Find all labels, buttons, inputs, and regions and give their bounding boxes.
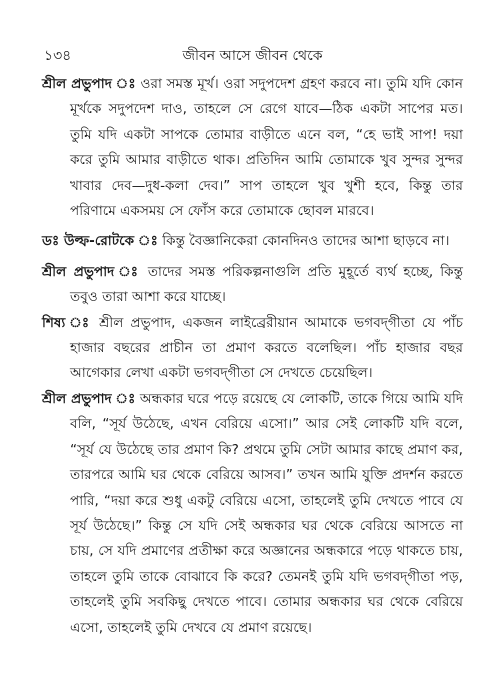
speaker-label: শ্রীল প্রভুপাদ ঃ: [42, 263, 141, 280]
running-title: জীবন আসে জীবন থেকে: [182, 48, 323, 64]
speaker-label: ডঃ উল্ফ-রোটকে ঃ: [42, 233, 158, 250]
dialogue-paragraph: [42, 311, 463, 387]
dialogue-paragraph: [42, 260, 463, 311]
dialogue-text: অন্ধকার ঘরে পড়ে রয়েছে যে লোকটি, তাকে গিয়ে আমি যদি বলি, “সূর্য উঠেছে, এখন বেরিয়ে এসো।” আর সেই লোকটি যদি বলে, “সূর্য যে উঠেছে তার প্রমাণ কি? প্রথমে তুমি সেটা আমার কাছে প্রমাণ কর, তারপরে আমি ঘর থেকে বেরিয়ে আসব।” তখন আমি যুক্তি প্রদর্শন করতে পারি, “দয়া করে শুধু একটু বেরিয়ে এসো, তাহলেই তুমি দেখতে পাবে যে সূর্য উঠেছে।” কিন্তু সে যদি সেই অন্ধকার ঘর থেকে বেরিয়ে আসতে না চায়, সে যদি প্রমাণের প্রতীক্ষা করে অজ্ঞানের অন্ধকারে পড়ে থাকতে চায়, তাহলে তুমি তাকে বোঝাবে কি করে? তেমনই তুমি যদি ভগবদ্‌গীতা পড়, তাহলেই তুমি সবকিছু দেখতে পাবে। তোমার অন্ধকার ঘর থেকে বেরিয়ে এসো, তাহলেই তুমি দেখবে যে প্রমাণ রয়েছে।: [70, 390, 463, 636]
dialogue-paragraph: [42, 72, 463, 224]
speaker-label: শিষ্য ঃ: [42, 314, 92, 331]
page-number: ১৩৪: [44, 48, 72, 64]
dialogue-text: ওরা সমস্ত মূর্খ। ওরা সদুপদেশ গ্রহণ করবে না। তুমি যদি কোন মূর্খকে সদুপদেশ দাও, তাহলে সে রেগে যাবে—ঠিক একটা সাপের মত। তুমি যদি একটা সাপকে তোমার বাড়ীতে এনে বল, “হে ভাই সাপ! দয়া করে তুমি আমার বাড়ীতে থাক। প্রতিদিন আমি তোমাকে খুব সুন্দর সুন্দর খাবার দেব—দুধ-কলা দেব।” সাপ তাহলে খুব খুশী হবে, কিন্তু তার পরিণামে একসময় সে ফোঁস করে তোমাকে ছোবল মারবে।: [70, 76, 463, 220]
speaker-label: শ্রীল প্রভুপাদ ঃ: [42, 76, 136, 92]
page-body: [42, 72, 463, 641]
dialogue-paragraph: [42, 229, 463, 254]
dialogue-paragraph: [42, 387, 463, 641]
dialogue-text: কিন্তু বৈজ্ঞানিকেরা কোনদিনও তাদের আশা ছাড়বে না।: [162, 233, 450, 250]
dialogue-text: শ্রীল প্রভুপাদ, একজন লাইব্রেরীয়ান আমাকে ভগবদ্‌গীতা যে পাঁচ হাজার বছরের প্রাচীন তা প্রমাণ করতে বলেছিল। পাঁচ হাজার বছর আগেকার লেখা একটা ভগবদ্‌গীতা সে দেখতে চেয়েছিল।: [70, 314, 463, 382]
speaker-label: শ্রীল প্রভুপাদ ঃ: [42, 390, 136, 407]
page-header: [44, 44, 461, 66]
dialogue-text: তাদের সমস্ত পরিকল্পনাগুলি প্রতি মুহূর্তে ব্যর্থ হচ্ছে, কিন্তু তবুও তারা আশা করে যাচ্ছে।: [70, 263, 463, 306]
